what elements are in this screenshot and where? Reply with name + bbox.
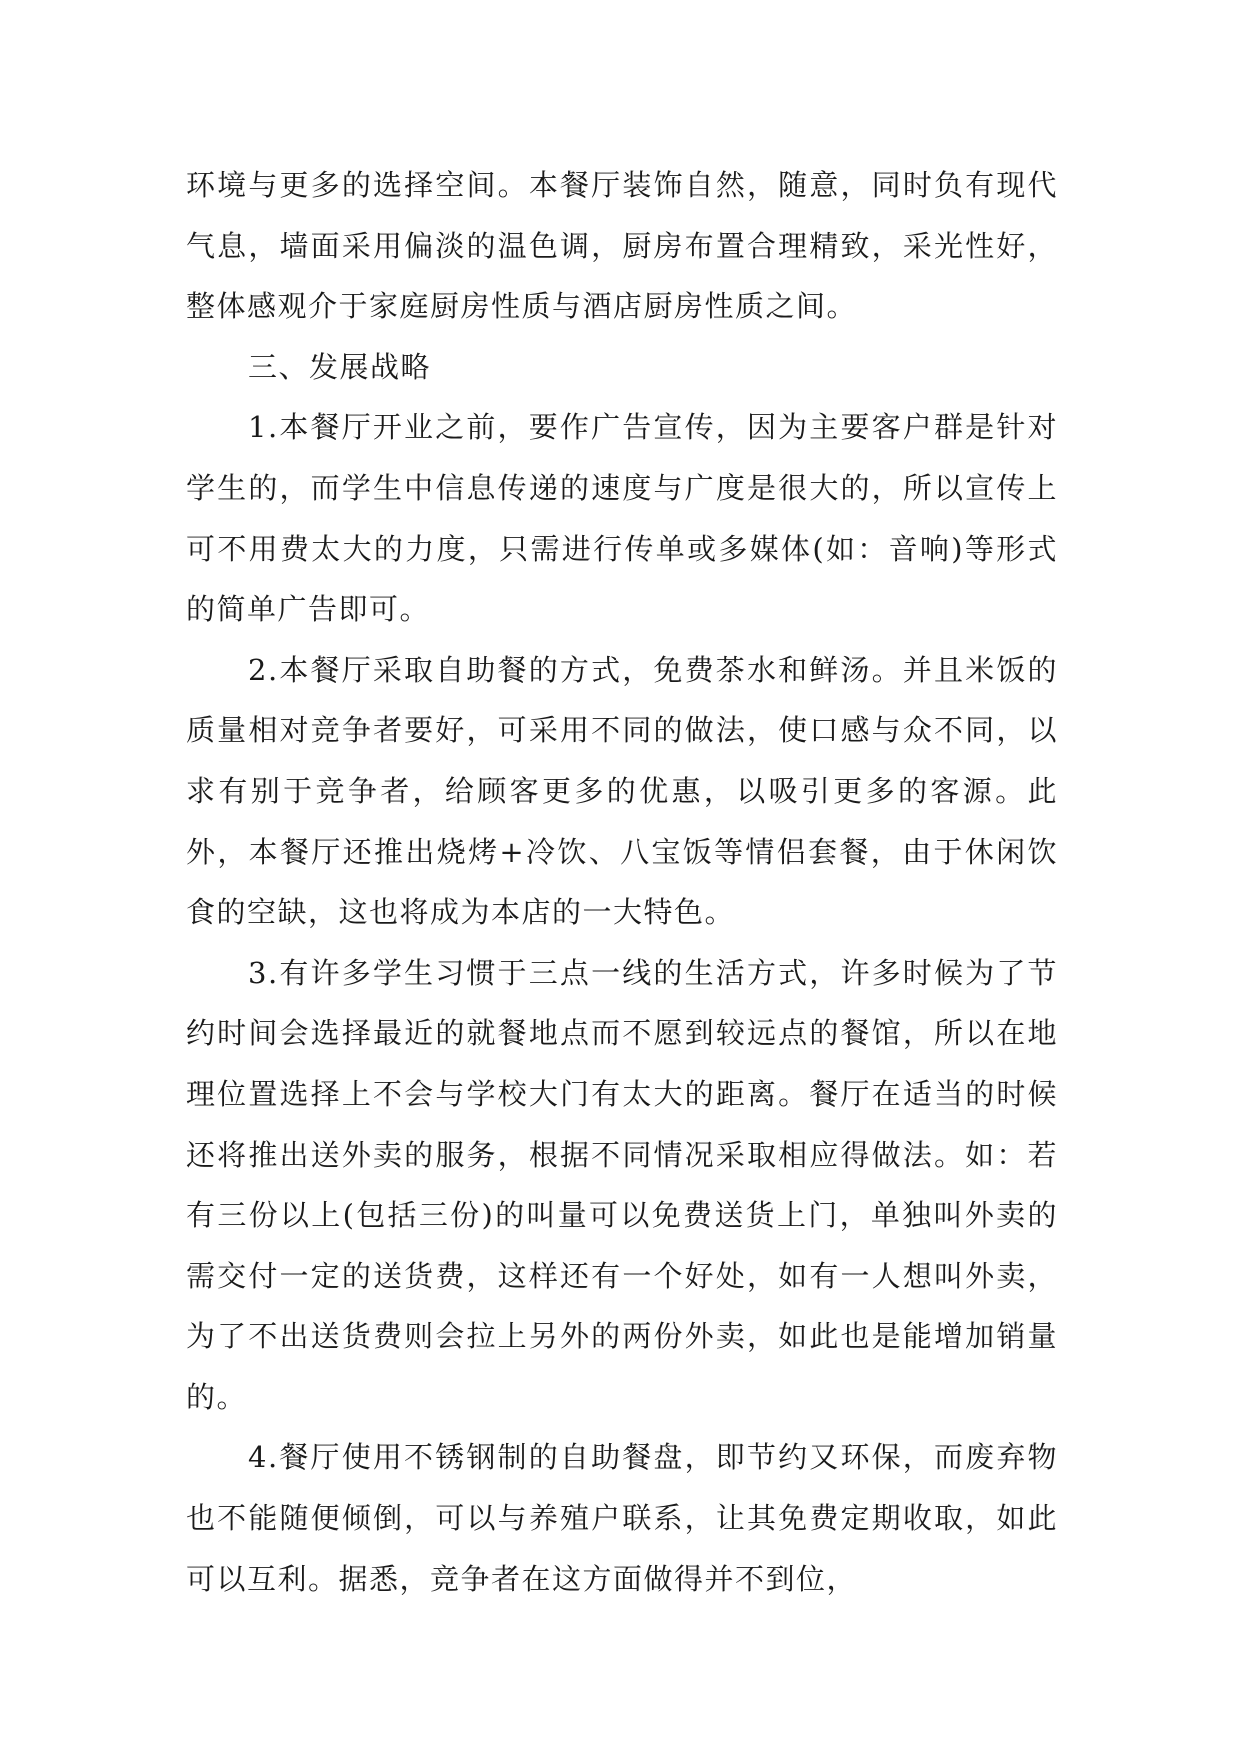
paragraph-strategy-3: 3.有许多学生习惯于三点一线的生活方式，许多时候为了节约时间会选择最近的就餐地点而不愿到较远点的餐馆，所以在地理位置选择上不会与学校大门有太大的距离。餐厅在适当的时候还将推出送外卖的服务，根据不同情况采取相应得做法。如：若有三份以上(包括三份)的叫量可以免费送货上门，单独叫外卖的需交付一定的送货费，这样还有一个好处，如有一人想叫外卖，为了不出送货费则会拉上另外的两份外卖，如此也是能增加销量的。 — [186, 955, 1058, 1414]
paragraph-decor-description: 环境与更多的选择空间。本餐厅装饰自然，随意，同时负有现代气息，墙面采用偏淡的温色调，厨房布置合理精致，采光性好，整体感观介于家庭厨房性质与酒店厨房性质之间。 — [186, 168, 1058, 324]
paragraph-strategy-2: 2.本餐厅采取自助餐的方式，免费茶水和鲜汤。并且米饭的质量相对竞争者要好，可采用不同的做法，使口感与众不同，以求有别于竞争者，给顾客更多的优惠，以吸引更多的客源。此外，本餐厅还推出烧烤+冷饮、八宝饭等情侣套餐，由于休闲饮食的空缺，这也将成为本店的一大特色。 — [186, 652, 1058, 930]
document-body — [186, 155, 1058, 1609]
section-heading-development-strategy: 三、发展战略 — [248, 349, 432, 384]
paragraph-strategy-4: 4.餐厅使用不锈钢制的自助餐盘，即节约又环保，而废弃物也不能随便倾倒，可以与养殖户联系，让其免费定期收取，如此可以互利。据悉，竞争者在这方面做得并不到位， — [186, 1440, 1058, 1596]
paragraph-strategy-1: 1.本餐厅开业之前，要作广告宣传，因为主要客户群是针对学生的，而学生中信息传递的速度与广度是很大的，所以宣传上可不用费太大的力度，只需进行传单或多媒体(如：音响)等形式的简单广告即可。 — [186, 410, 1058, 627]
